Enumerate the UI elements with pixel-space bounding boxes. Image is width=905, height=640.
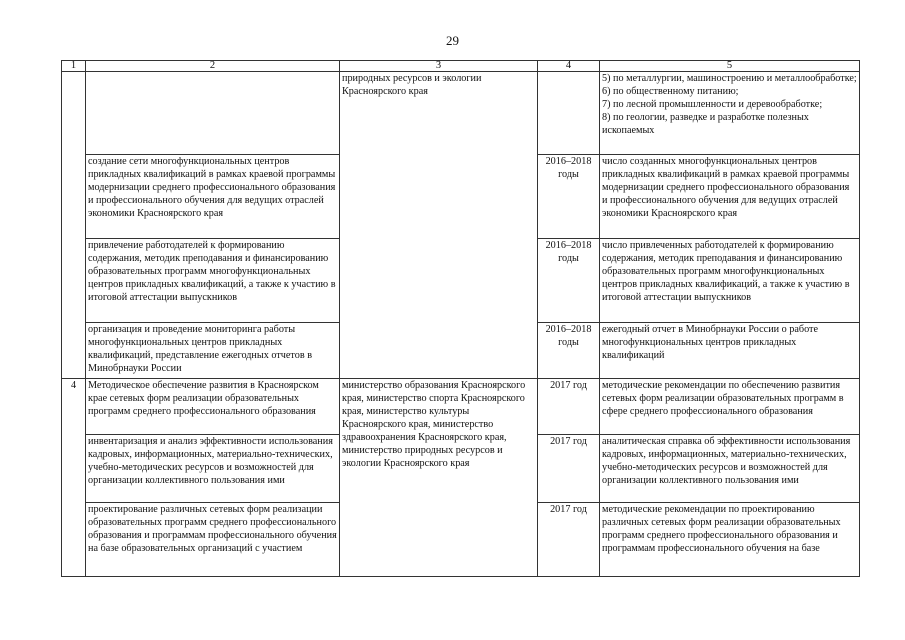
result-cell: число созданных многофункциональных центров прикладных квалификаций в рамках краевой программы модернизации среднего профессионального образования и профессионального обучения для ведущих отраслей экономики Красноярского края (600, 155, 860, 239)
activity-cell: привлечение работодателей к формированию содержания, методик преподавания и финансированию образовательных программ многофункциональных центров прикладных квалификаций, а также к участию в итоговой аттестации выпускников (86, 239, 340, 323)
year-cell: 2016–2018 годы (538, 323, 600, 379)
table-row (62, 379, 860, 435)
activity-cell (86, 72, 340, 155)
activity-cell: создание сети многофункциональных центров прикладных квалификаций в рамках краевой программы модернизации среднего профессионального образования и профессионального обучения для ведущих отраслей экономики Красноярского края (86, 155, 340, 239)
year-cell: 2017 год (538, 503, 600, 577)
result-cell: 5) по металлургии, машиностроению и металлообработке; 6) по общественному питанию; 7) по лесной промышленности и деревообработке; 8) по геологии, разведке и разработке полезных ископаемых (600, 72, 860, 155)
table-row (62, 72, 860, 155)
column-header: 1 (62, 61, 86, 72)
column-header: 5 (600, 61, 860, 72)
result-cell: аналитическая справка об эффективности использования кадровых, информационных, материально-технических, учебно-методических ресурсов и возможностей для организации коллективного пользования ими (600, 435, 860, 503)
year-cell: 2017 год (538, 435, 600, 503)
item-number-cell: 4 (62, 379, 86, 577)
column-header: 4 (538, 61, 600, 72)
result-cell: методические рекомендации по обеспечению развития сетевых форм реализации образовательных программ в сфере среднего профессионального образования (600, 379, 860, 435)
column-header: 3 (340, 61, 538, 72)
year-cell: 2016–2018 годы (538, 155, 600, 239)
activity-cell: организация и проведение мониторинга работы многофункциональных центров прикладных квалификаций, представление ежегодных отчетов в Минобрнауки России (86, 323, 340, 379)
year-cell: 2017 год (538, 379, 600, 435)
result-cell: методические рекомендации по проектированию различных сетевых форм реализации образовательных программ среднего профессионального образования и программам профессионального обучения на базе (600, 503, 860, 577)
plan-table (61, 60, 860, 577)
item-number-cell (62, 72, 86, 379)
activity-cell: Методическое обеспечение развития в Красноярском крае сетевых форм реализации образовательных программ среднего профессионального образования (86, 379, 340, 435)
result-cell: ежегодный отчет в Минобрнауки России о работе многофункциональных центров прикладных квалификаций (600, 323, 860, 379)
column-header: 2 (86, 61, 340, 72)
responsible-cell: природных ресурсов и экологии Красноярского края (340, 72, 538, 379)
year-cell (538, 72, 600, 155)
responsible-cell: министерство образования Красноярского края, министерство спорта Красноярского края, министерство культуры Красноярского края, министерство здравоохранения Красноярского края, министерство природных ресурсов и экологии Красноярского края (340, 379, 538, 577)
activity-cell: проектирование различных сетевых форм реализации образовательных программ среднего профессионального образования и программам профессионального обучения на базе образовательных организаций с участием (86, 503, 340, 577)
activity-cell: инвентаризация и анализ эффективности использования кадровых, информационных, материально-технических, учебно-методических ресурсов и возможностей для организации коллективного пользования ими (86, 435, 340, 503)
page-number: 29 (446, 33, 459, 48)
year-cell: 2016–2018 годы (538, 239, 600, 323)
result-cell: число привлеченных работодателей к формированию содержания, методик преподавания и финансированию образовательных программ многофункциональных центров прикладных квалификаций, а также к участию в итоговой аттестации выпускников (600, 239, 860, 323)
column-numbers-row (62, 61, 860, 72)
